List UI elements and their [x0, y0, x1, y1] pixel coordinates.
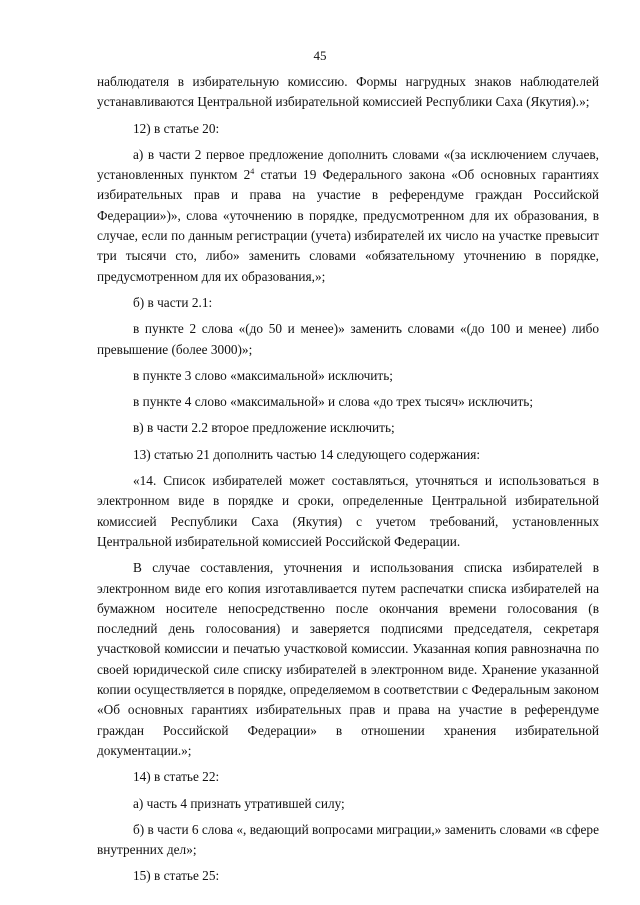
paragraph: 15) в статье 25:: [133, 868, 220, 884]
paragraph: б) в части 2.1:: [133, 294, 213, 310]
paragraph: наблюдателя в избирательную комиссию. Формы нагрудных знаков наблюдателей устанавливаются Центральной избирательной комиссией Республики Саха (Якутия).»;: [97, 74, 599, 110]
page-number: 45: [313, 48, 327, 63]
paragraph: б) в части 6 слова «, ведающий вопросами миграции,» заменить словами «в сфере внутренних дел»;: [97, 821, 599, 858]
paragraph: «14. Список избирателей может составляться, уточняться и использоваться в электронном виде в порядке и сроки, определенные Центральной избирательной комиссией Республики Саха (Якутия) с учетом требований, установленных Центральной избирательной комиссией Российской Федерации.: [97, 473, 599, 549]
paragraph-text: статьи 19 Федерального закона «Об основных гарантиях избирательных прав и права на участие в референдуме граждан Российской Федерации»)», слова «уточнению в порядке, предусмотренном для их образования, в случае, если по данным регистрации (учета) избирателей их число на участке превысит три тысячи сто, либо» заменить словами «обязательному уточнению в порядке, предусмотренном для их образования,»;: [97, 167, 599, 284]
paragraph: 14) в статье 22:: [133, 769, 220, 785]
paragraph: в пункте 3 слово «максимальной» исключить;: [133, 367, 393, 383]
paragraph-text: а) в части 2 первое предложение дополнить словами «(за исключением случаев, установленных пунктом 2: [97, 146, 599, 183]
document-body: [97, 72, 599, 893]
paragraph: в пункте 2 слова «(до 50 и менее)» заменить словами «(до 100 и менее) либо превышение (более 3000)»;: [97, 321, 599, 357]
paragraph: в) в части 2.2 второе предложение исключить;: [133, 420, 395, 436]
paragraph: в пункте 4 слово «максимальной» и слова «до трех тысяч» исключить;: [133, 394, 534, 410]
paragraph: 12) в статье 20:: [133, 120, 220, 136]
paragraph: 13) статью 21 дополнить частью 14 следующего содержания:: [133, 446, 481, 462]
superscript: 4: [250, 167, 255, 177]
paragraph: В случае составления, уточнения и использования списка избирателей в электронном виде его копия изготавливается путем распечатки списка избирателей на бумажном носителе непосредственно после окончания времени голосования (в последний день голосования) и заверяется подписями председателя, секретаря участковой комиссии и печатью участковой комиссии. Указанная копия равнозначна по своей юридической силе списку избирателей в электронном виде. Хранение указанной копии осуществляется в порядке, определяемом в соответствии с Федеральным законом «Об основных гарантиях избирательных прав и права на участие в референдуме граждан Российской Федерации» в отношении хранения избирательной документации.»;: [97, 560, 599, 758]
paragraph: а) часть 4 признать утратившей силу;: [133, 795, 345, 811]
paragraph: [97, 145, 599, 287]
